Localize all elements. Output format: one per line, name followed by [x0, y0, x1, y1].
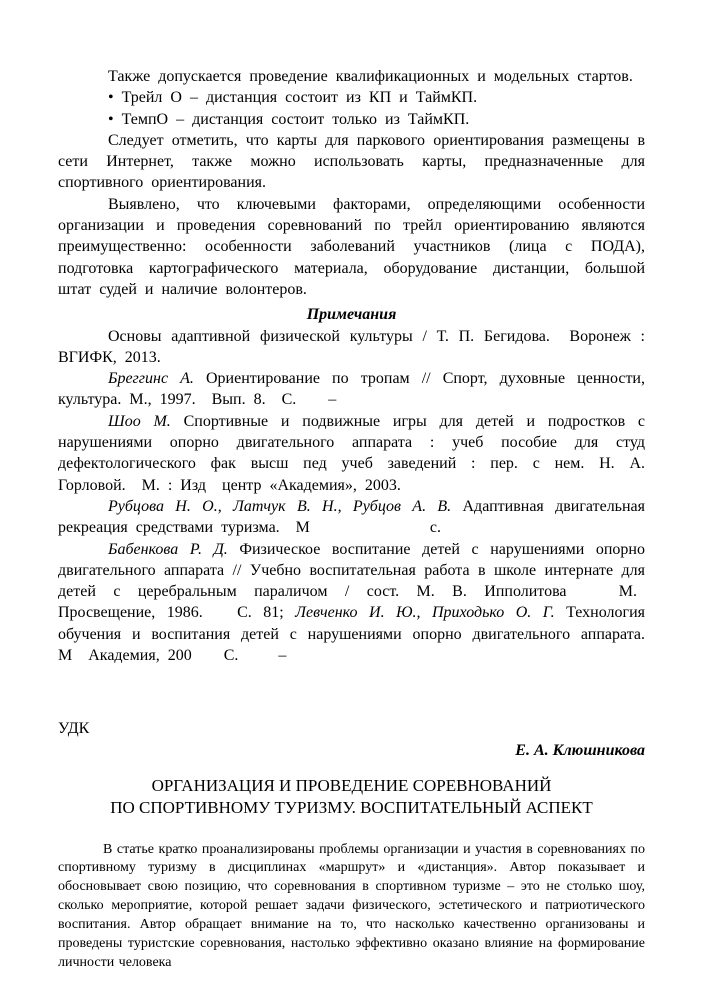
article-title: [58, 775, 645, 819]
reference-text: Ориентирование по тропам // Спорт, духовные ценности, культура. М., 1997. Вып. 8. С. –: [58, 370, 645, 409]
reference-text: Основы адаптивной физической культуры / Т. П. Бегидова. Воронеж : ВГИФК, 2013.: [58, 327, 645, 366]
reference-text: Адаптивная двигательная рекреация средствами туризма. М с.: [58, 497, 645, 537]
reference-author: Рубцова Н. О., Латчук В. Н., Рубцов А. В.: [108, 497, 452, 515]
udc-label: УДК: [58, 720, 90, 738]
reference-item: [58, 326, 645, 369]
reference-author: Шоо М.: [108, 412, 171, 430]
reference-author: Бабенкова Р. Д.: [108, 540, 228, 558]
bullet-item: • Трейл О – дистанция состоит из КП и ТаймКП.: [108, 89, 478, 107]
body-paragraph: Также допускается проведение квалификационных и модельных стартов.: [108, 68, 633, 85]
author-name: Е. А. Клюшникова: [515, 741, 645, 759]
bullet-item: • ТемпО – дистанция состоит только из ТаймКП.: [108, 110, 470, 128]
reference-item: [58, 496, 645, 539]
article-title-line-1: ОРГАНИЗАЦИЯ И ПРОВЕДЕНИЕ СОРЕВНОВАНИЙ: [151, 775, 552, 795]
reference-item: [58, 368, 645, 411]
reference-item: [58, 411, 645, 496]
reference-text: Технология обучения и воспитания детей с нарушениями опорно двигательного аппарата. М Академия, 200 С. –: [58, 604, 646, 665]
reference-item: [58, 539, 645, 667]
reference-author: Левченко И. Ю., Приходько О. Г.: [295, 604, 555, 622]
article-title-line-2: ПО СПОРТИВНОМУ ТУРИЗМУ. ВОСПИТАТЕЛЬНЫЙ АСПЕКТ: [110, 797, 593, 817]
reference-text: Физическое воспитание детей с нарушениями опорно двигательного аппарата // Учебно воспитательная работа в школе интернате для детей с церебральным параличом / сост. М. В. Ипполитова М. Просвещение, 1986. С. 81;: [58, 540, 645, 622]
reference-text: Спортивные и подвижные игры для детей и подростков с нарушениями опорно двигательного аппарата : учеб пособие для студ дефектологического фак высш пед учеб заведений : пер. с нем. Н. А. Горловой. М. : Изд центр «Академия», 2003.: [58, 412, 646, 494]
body-paragraph: Выявлено, что ключевыми факторами, определяющими особенности организации и проведения соревнований по трейл ориентированию являются преимущественно: особенности заболеваний участников (лица с ПОДА), подготовка картографического материала, оборудование дистанции, большой штат судей и наличие волонтеров.: [58, 195, 645, 298]
reference-author: Бреггинс А.: [108, 370, 194, 388]
abstract-paragraph: В статье кратко проанализированы проблемы организации и участия в соревнованиях по спортивному туризму в дисциплинах «маршрут» и «дистанция». Автор показывает и обосновывает свою позицию, что соревнования в спортивном туризме – это не столько шоу, сколько мероприятие, которой решает задачи физического, эстетического и патриотического воспитания. Автор обращает внимание на то, что насколько качественно организованы и проведены туристские соревнования, настолько эффективно оказано влияние на формирование личности человека: [58, 841, 645, 970]
notes-heading: Примечания: [306, 306, 397, 324]
body-paragraph: Следует отметить, что карты для паркового ориентирования размещены в сети Интернет, также можно использовать карты, предназначенные для спортивного ориентирования.: [58, 131, 645, 192]
